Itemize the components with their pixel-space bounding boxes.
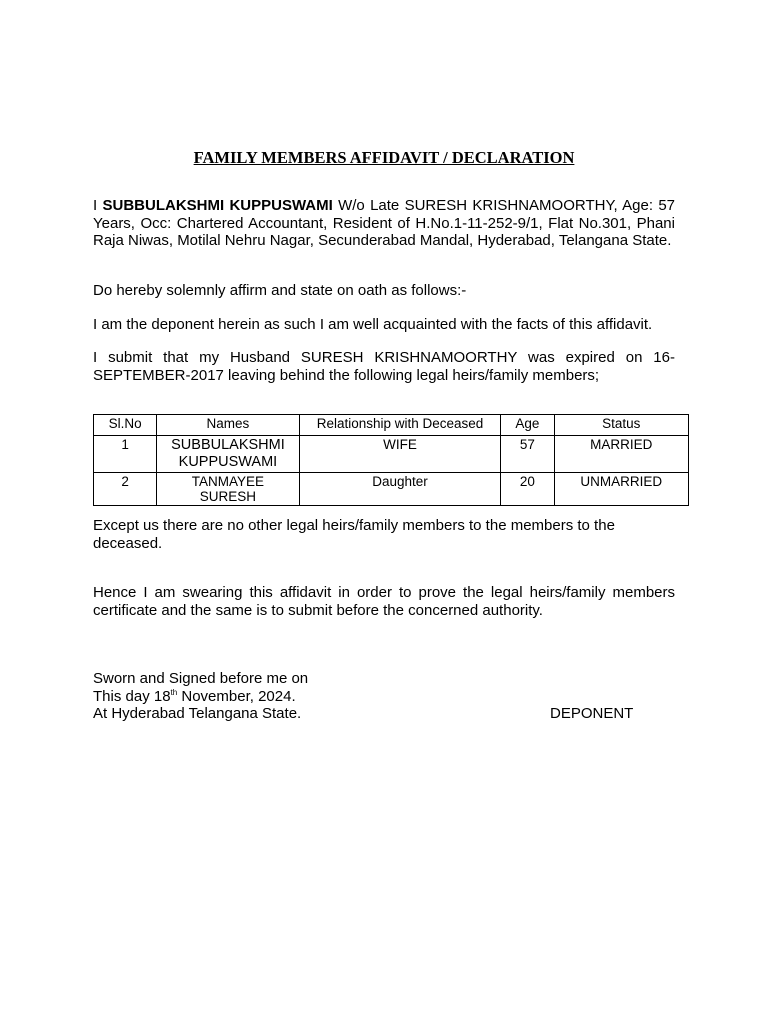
place-text: At Hyderabad Telangana State. xyxy=(93,705,302,722)
deponent-signature-label: DEPONENT xyxy=(550,705,634,722)
header-age: Age xyxy=(501,415,554,436)
table-row xyxy=(94,436,689,473)
date-line xyxy=(93,688,675,706)
intro-details: W/o Late SURESH KRISHNAMOORTHY, Age: 57 Years, Occ: Chartered Accountant, Resident of H.No.1-11-252-9/1, Flat No.301, Phani Raja Niwas, Motilal Nehru Nagar, Secunderabad Mandal, Hyderabad, Telangana State. xyxy=(93,197,676,249)
header-names: Names xyxy=(157,415,299,436)
table-header-row xyxy=(94,415,689,436)
name-line-2: SURESH xyxy=(199,489,257,504)
document-title: FAMILY MEMBERS AFFIDAVIT / DECLARATION xyxy=(193,148,575,167)
deponent-introduction xyxy=(93,197,675,250)
date-prefix: This day 18 xyxy=(93,687,171,705)
intro-prefix: I xyxy=(93,197,103,214)
cell-relationship: Daughter xyxy=(299,473,501,506)
cell-relationship: WIFE xyxy=(299,436,501,473)
header-sl-no: Sl.No xyxy=(94,415,157,436)
name-line-1: SUBBULAKSHMI xyxy=(171,437,285,453)
hence-statement: Hence I am swearing this affidavit in order to prove the legal heirs/family members certificate and the same is to submit before the concerned authority. xyxy=(93,584,675,619)
cell-name xyxy=(157,473,299,506)
signature-block xyxy=(93,670,675,723)
table-row xyxy=(94,473,689,506)
cell-age: 57 xyxy=(501,436,554,473)
submission-statement: I submit that my Husband SURESH KRISHNAMOORTHY was expired on 16-SEPTEMBER-2017 leaving behind the following legal heirs/family members; xyxy=(93,349,675,384)
sworn-line: Sworn and Signed before me on xyxy=(93,670,309,687)
cell-status: MARRIED xyxy=(554,436,688,473)
date-rest: November, 2024. xyxy=(177,687,296,705)
date-ordinal: th xyxy=(170,687,178,697)
header-status: Status xyxy=(554,415,688,436)
affirmation-line: Do hereby solemnly affirm and state on oath as follows:- xyxy=(93,282,467,299)
cell-sl-no: 2 xyxy=(94,473,157,506)
deponent-statement: I am the deponent herein as such I am well acquainted with the facts of this affidavit. xyxy=(93,316,653,333)
cell-age: 20 xyxy=(501,473,554,506)
legal-heirs-table xyxy=(93,414,689,506)
deponent-name: SUBBULAKSHMI KUPPUSWAMI xyxy=(102,197,333,214)
name-line-2: KUPPUSWAMI xyxy=(178,454,278,470)
header-relationship: Relationship with Deceased xyxy=(299,415,501,436)
cell-status: UNMARRIED xyxy=(554,473,688,506)
except-statement: Except us there are no other legal heirs/family members to the members to the deceased. xyxy=(93,517,615,552)
place-line xyxy=(93,705,675,723)
cell-sl-no: 1 xyxy=(94,436,157,473)
cell-name xyxy=(157,436,299,473)
name-line-1: TANMAYEE xyxy=(191,474,265,489)
